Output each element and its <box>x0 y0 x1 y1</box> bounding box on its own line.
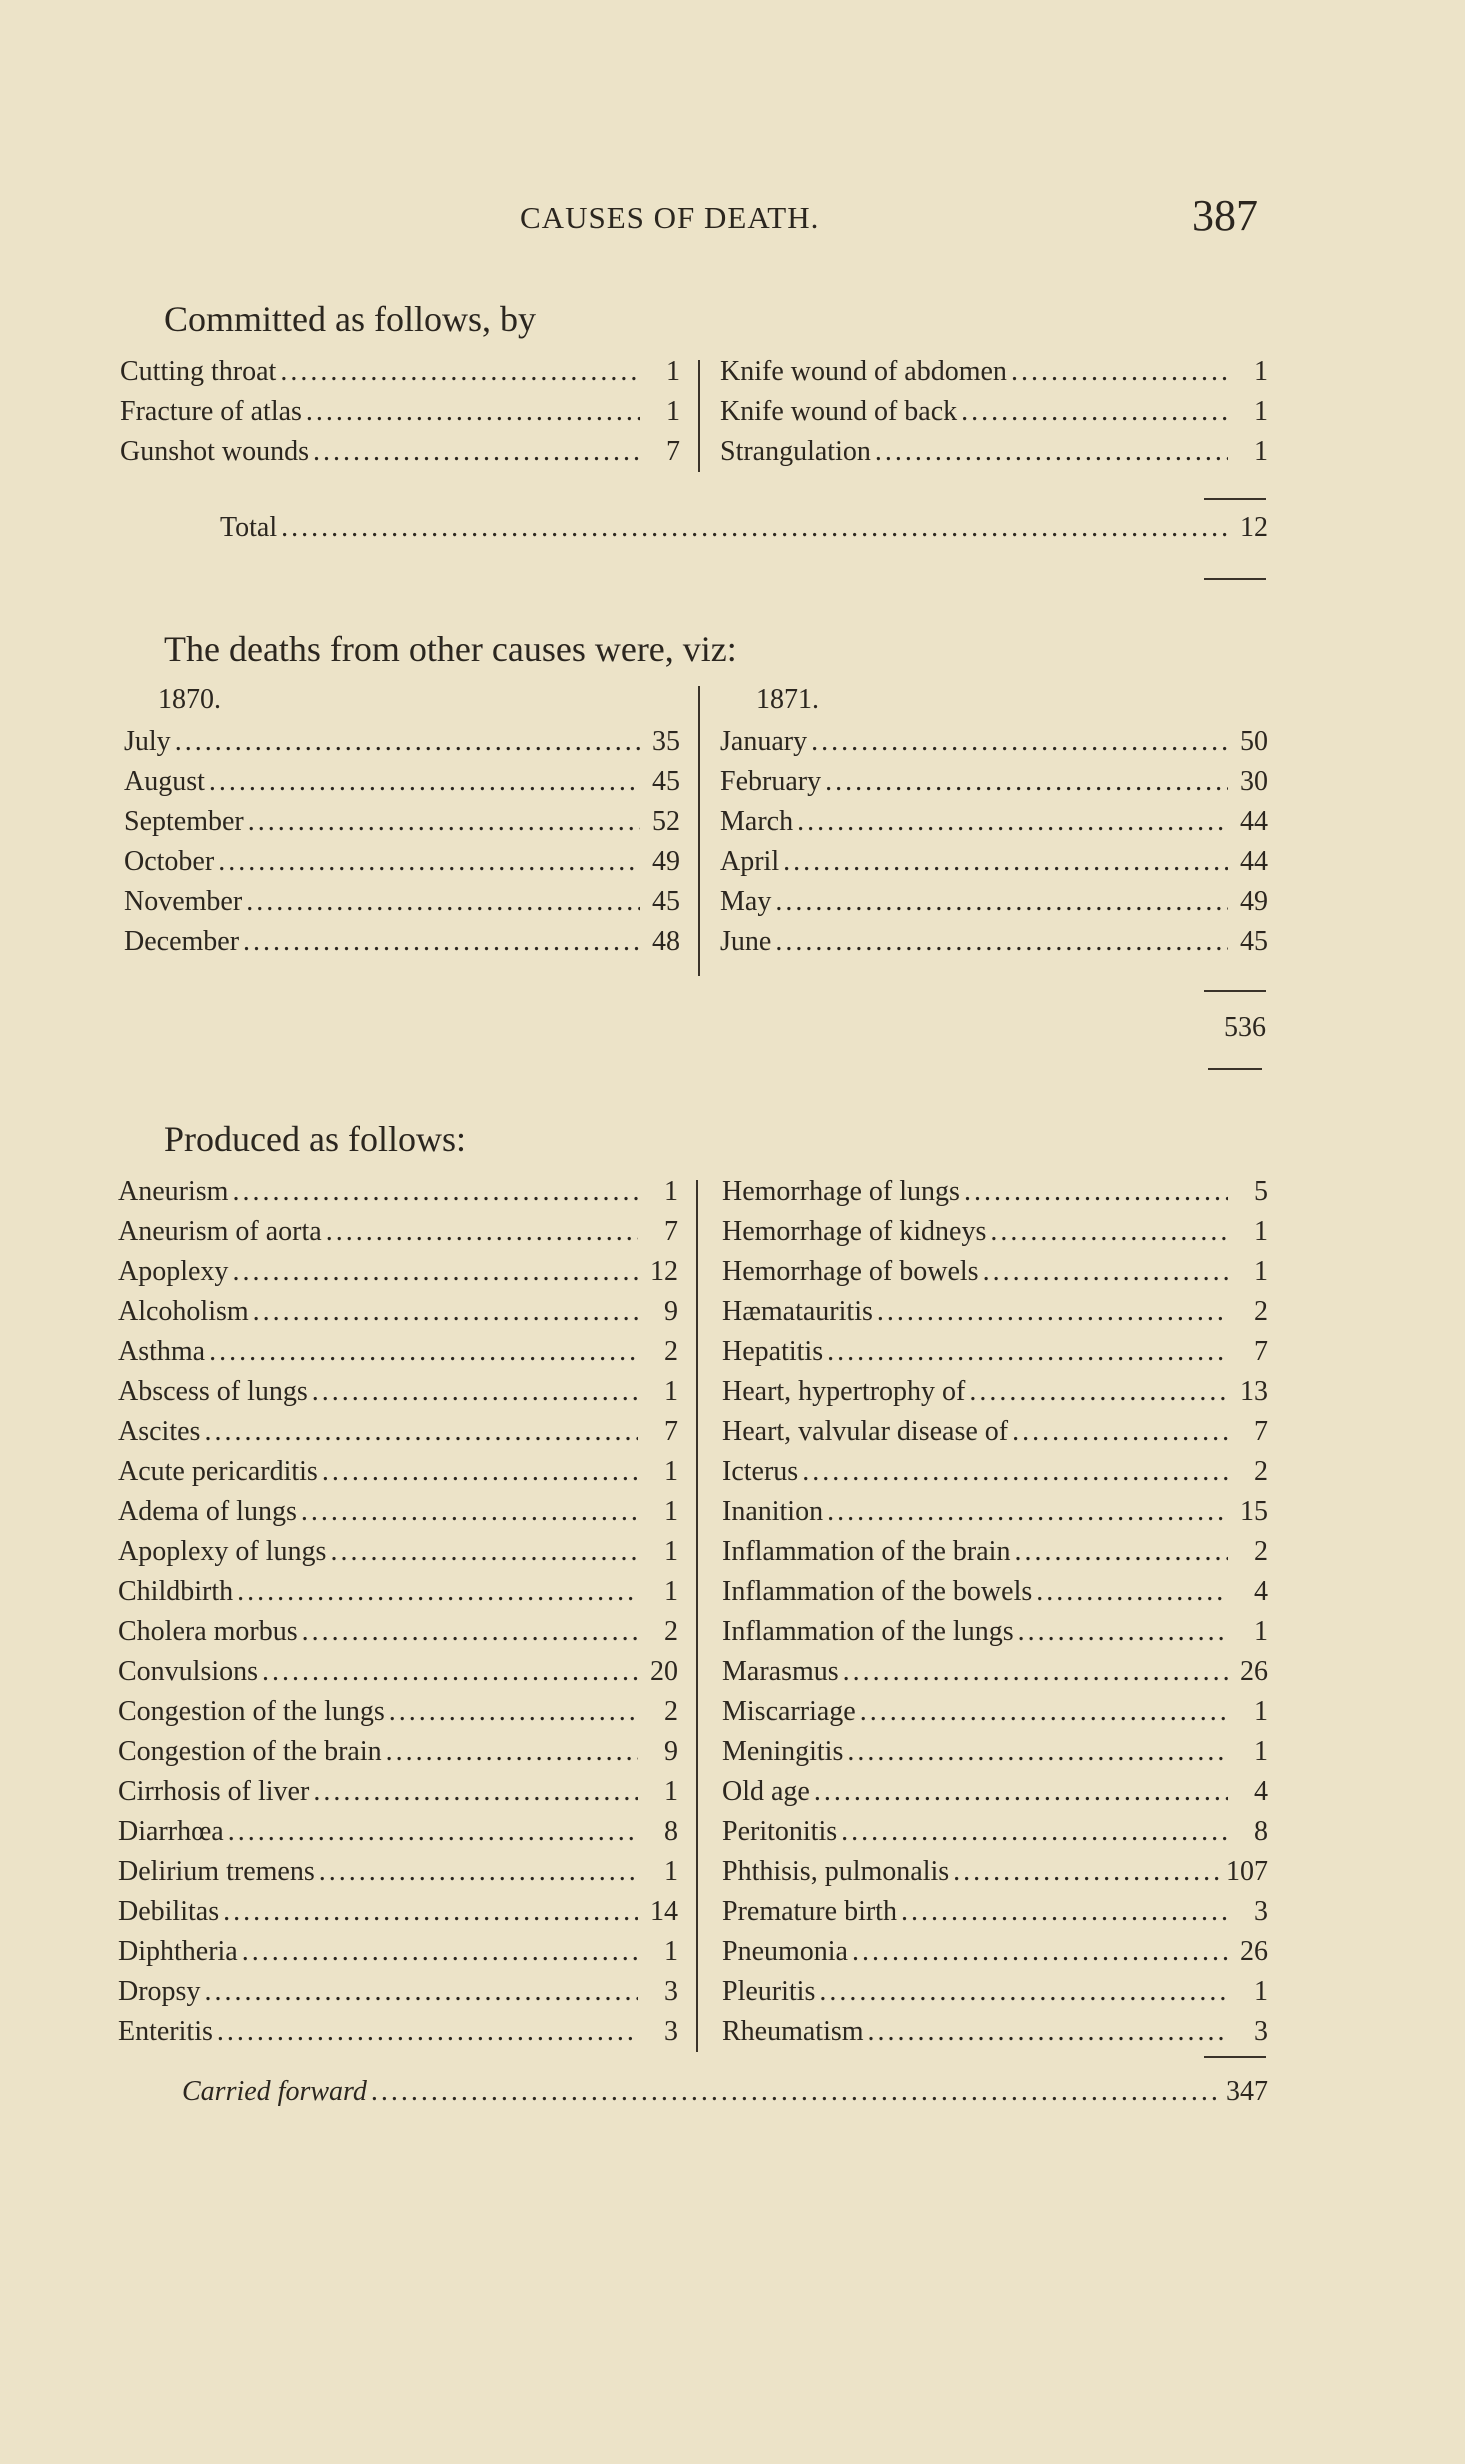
row-value: 1 <box>664 1776 678 1807</box>
row-value: 2 <box>664 1696 678 1727</box>
row-label: Congestion of the brain <box>118 1736 382 1767</box>
row-label: Heart, valvular disease of <box>722 1416 1009 1447</box>
sum-rule-top <box>1204 990 1266 992</box>
months-1871-column <box>720 726 1268 966</box>
table-row <box>722 1656 1268 1696</box>
row-label: Icterus <box>722 1456 799 1487</box>
table-row <box>118 1416 678 1456</box>
table-row <box>118 1216 678 1256</box>
row-label: Hemorrhage of kidneys <box>722 1216 987 1247</box>
leader-dots <box>313 436 640 468</box>
row-value: 9 <box>664 1736 678 1767</box>
table-row <box>722 1976 1268 2016</box>
leader-dots <box>827 1336 1228 1368</box>
row-label: Congestion of the lungs <box>118 1696 385 1727</box>
table-row <box>722 1256 1268 1296</box>
leader-dots <box>306 396 640 428</box>
table-row <box>722 1736 1268 1776</box>
table-row <box>720 356 1268 396</box>
row-value: 26 <box>1240 1656 1268 1687</box>
table-row <box>722 1936 1268 1976</box>
committed-right-column <box>720 356 1268 476</box>
table-row <box>120 396 680 436</box>
leader-dots <box>204 1416 638 1448</box>
row-value: 7 <box>664 1416 678 1447</box>
table-row <box>118 1296 678 1336</box>
table-row <box>722 1576 1268 1616</box>
table-row <box>118 1856 678 1896</box>
row-value: 1 <box>664 1856 678 1887</box>
leader-dots <box>775 926 1228 958</box>
carried-forward-row <box>182 2076 1268 2116</box>
leader-dots <box>875 436 1228 468</box>
produced-left-column <box>118 1176 678 2056</box>
row-value: 45 <box>652 766 680 797</box>
carried-forward-label: Carried forward <box>182 2076 367 2107</box>
leader-dots <box>1014 1536 1228 1568</box>
leader-dots <box>827 1496 1228 1528</box>
table-row <box>120 436 680 476</box>
row-value: 1 <box>664 1456 678 1487</box>
leader-dots <box>868 2016 1228 2048</box>
table-row <box>722 1296 1268 1336</box>
row-label: Apoplexy <box>118 1256 229 1287</box>
leader-dots <box>1018 1616 1228 1648</box>
row-value: 7 <box>1254 1336 1268 1367</box>
table-row <box>722 1216 1268 1256</box>
row-value: 2 <box>1254 1456 1268 1487</box>
table-row <box>722 2016 1268 2056</box>
leader-dots <box>825 766 1228 798</box>
table-row <box>722 1896 1268 1936</box>
row-label: Strangulation <box>720 436 871 467</box>
row-value: 2 <box>664 1336 678 1367</box>
row-label: Rheumatism <box>722 2016 864 2047</box>
row-value: 7 <box>1254 1416 1268 1447</box>
row-label: Abscess of lungs <box>118 1376 308 1407</box>
table-row <box>118 1456 678 1496</box>
table-row <box>722 1176 1268 1216</box>
table-row <box>118 1496 678 1536</box>
row-label: Hæmatauritis <box>722 1296 873 1327</box>
table-row <box>118 1576 678 1616</box>
row-label: January <box>720 726 808 757</box>
leader-dots <box>961 396 1228 428</box>
row-label: Premature birth <box>722 1896 897 1927</box>
row-label: December <box>124 926 240 957</box>
table-row <box>124 926 680 966</box>
table-row <box>118 1656 678 1696</box>
table-row <box>120 356 680 396</box>
carried-rule <box>1204 2056 1266 2058</box>
table-row <box>720 396 1268 436</box>
total-row <box>220 512 1268 552</box>
table-row <box>124 726 680 766</box>
row-value: 1 <box>1254 396 1268 427</box>
row-value: 1 <box>1254 1256 1268 1287</box>
row-label: Phthisis, pulmonalis <box>722 1856 950 1887</box>
row-value: 52 <box>652 806 680 837</box>
row-value: 1 <box>664 1936 678 1967</box>
row-value: 1 <box>1254 356 1268 387</box>
table-row <box>118 1696 678 1736</box>
row-value: 45 <box>652 886 680 917</box>
committed-left-column <box>120 356 680 476</box>
table-row <box>118 1776 678 1816</box>
table-row <box>124 886 680 926</box>
leader-dots <box>232 1176 638 1208</box>
leader-dots <box>218 846 640 878</box>
page-number: 387 <box>1192 191 1258 240</box>
table-row <box>722 1776 1268 1816</box>
row-label: Diarrhœa <box>118 1816 224 1847</box>
row-label: Peritonitis <box>722 1816 838 1847</box>
table-row <box>124 766 680 806</box>
leader-dots <box>237 1576 638 1608</box>
row-label: April <box>720 846 780 877</box>
row-value: 1 <box>1254 436 1268 467</box>
row-label: August <box>124 766 205 797</box>
row-label: November <box>124 886 243 917</box>
row-value: 35 <box>652 726 680 757</box>
leader-dots <box>775 886 1228 918</box>
row-label: Delirium tremens <box>118 1856 315 1887</box>
total-value: 12 <box>1240 512 1268 543</box>
leader-dots <box>232 1256 638 1288</box>
row-label: Hemorrhage of bowels <box>722 1256 979 1287</box>
row-value: 7 <box>666 436 680 467</box>
row-label: Cutting throat <box>120 356 277 387</box>
leader-dots <box>243 926 640 958</box>
row-value: 3 <box>664 1976 678 2007</box>
leader-dots <box>990 1216 1228 1248</box>
table-row <box>118 1256 678 1296</box>
table-row <box>118 1736 678 1776</box>
row-value: 5 <box>1254 1176 1268 1207</box>
row-value: 107 <box>1226 1856 1268 1887</box>
column-divider <box>698 360 700 472</box>
row-label: Fracture of atlas <box>120 396 302 427</box>
row-label: Aneurism of aorta <box>118 1216 322 1247</box>
row-value: 1 <box>664 1376 678 1407</box>
table-row <box>722 1456 1268 1496</box>
table-row <box>722 1336 1268 1376</box>
row-label: Aneurism <box>118 1176 229 1207</box>
total-rule-bottom <box>1204 578 1266 580</box>
row-value: 20 <box>650 1656 678 1687</box>
row-value: 49 <box>1240 886 1268 917</box>
leader-dots <box>819 1976 1228 2008</box>
row-value: 2 <box>1254 1536 1268 1567</box>
months-total: 536 <box>1224 1012 1266 1043</box>
leader-dots <box>877 1296 1228 1328</box>
row-label: Cirrhosis of liver <box>118 1776 310 1807</box>
row-label: Debilitas <box>118 1896 220 1927</box>
leader-dots <box>386 1736 638 1768</box>
table-row <box>118 1616 678 1656</box>
leader-dots <box>253 1296 638 1328</box>
leader-dots <box>330 1536 638 1568</box>
table-row <box>722 1496 1268 1536</box>
row-value: 1 <box>666 396 680 427</box>
row-value: 9 <box>664 1296 678 1327</box>
leader-dots <box>281 512 1228 544</box>
leader-dots <box>841 1816 1228 1848</box>
row-value: 48 <box>652 926 680 957</box>
row-label: June <box>720 926 772 957</box>
carried-forward <box>182 2076 1268 2116</box>
row-value: 50 <box>1240 726 1268 757</box>
table-row <box>720 846 1268 886</box>
year-1870: 1870. <box>158 684 221 715</box>
leader-dots <box>204 1976 638 2008</box>
row-label: Adema of lungs <box>118 1496 297 1527</box>
carried-forward-value: 347 <box>1226 2076 1268 2107</box>
row-value: 44 <box>1240 846 1268 877</box>
row-label: Knife wound of back <box>720 396 958 427</box>
table-row <box>722 1856 1268 1896</box>
leader-dots <box>280 356 640 388</box>
row-value: 4 <box>1254 1776 1268 1807</box>
produced-heading: Produced as follows: <box>164 1119 466 1159</box>
row-value: 1 <box>1254 1976 1268 2007</box>
leader-dots <box>313 1776 638 1808</box>
leader-dots <box>964 1176 1228 1208</box>
table-row <box>118 1176 678 1216</box>
table-row <box>118 1536 678 1576</box>
leader-dots <box>326 1216 638 1248</box>
row-value: 45 <box>1240 926 1268 957</box>
row-label: Childbirth <box>118 1576 234 1607</box>
leader-dots <box>843 1656 1228 1688</box>
leader-dots <box>389 1696 638 1728</box>
row-value: 1 <box>1254 1736 1268 1767</box>
row-label: Knife wound of abdomen <box>720 356 1007 387</box>
row-value: 1 <box>1254 1216 1268 1247</box>
table-row <box>118 1336 678 1376</box>
total-label: Total <box>220 512 278 543</box>
leader-dots <box>217 2016 638 2048</box>
row-label: Hemorrhage of lungs <box>722 1176 960 1207</box>
row-value: 1 <box>1254 1696 1268 1727</box>
row-value: 1 <box>664 1536 678 1567</box>
table-row <box>118 1976 678 2016</box>
row-label: Pleuritis <box>722 1976 816 2007</box>
row-label: Inflammation of the lungs <box>722 1616 1014 1647</box>
row-value: 2 <box>1254 1296 1268 1327</box>
leader-dots <box>228 1816 638 1848</box>
row-label: Miscarriage <box>722 1696 856 1727</box>
leader-dots <box>209 1336 638 1368</box>
row-value: 2 <box>664 1616 678 1647</box>
year-1871: 1871. <box>756 684 819 715</box>
table-row <box>722 1816 1268 1856</box>
table-row <box>722 1696 1268 1736</box>
table-row <box>118 1816 678 1856</box>
row-label: March <box>720 806 794 837</box>
table-row <box>722 1376 1268 1416</box>
table-row <box>720 926 1268 966</box>
row-value: 3 <box>664 2016 678 2047</box>
row-label: Enteritis <box>118 2016 213 2047</box>
row-value: 8 <box>1254 1816 1268 1847</box>
other-causes-heading: The deaths from other causes were, viz: <box>164 629 737 669</box>
table-row <box>720 436 1268 476</box>
leader-dots <box>1012 1416 1228 1448</box>
row-value: 1 <box>664 1176 678 1207</box>
leader-dots <box>246 886 640 918</box>
row-label: Cholera morbus <box>118 1616 298 1647</box>
table-row <box>720 806 1268 846</box>
row-label: Pneumonia <box>722 1936 848 1967</box>
row-label: Ascites <box>118 1416 201 1447</box>
row-label: Meningitis <box>722 1736 844 1767</box>
row-value: 3 <box>1254 1896 1268 1927</box>
table-row <box>722 1416 1268 1456</box>
leader-dots <box>322 1456 638 1488</box>
row-label: Alcoholism <box>118 1296 249 1327</box>
row-value: 44 <box>1240 806 1268 837</box>
leader-dots <box>783 846 1228 878</box>
row-label: October <box>124 846 215 877</box>
row-value: 7 <box>664 1216 678 1247</box>
leader-dots <box>983 1256 1228 1288</box>
leader-dots <box>802 1456 1228 1488</box>
row-label: Inanition <box>722 1496 824 1527</box>
row-label: Dropsy <box>118 1976 201 2007</box>
leader-dots <box>312 1376 638 1408</box>
row-value: 14 <box>650 1896 678 1927</box>
row-value: 12 <box>650 1256 678 1287</box>
table-row <box>124 806 680 846</box>
row-label: May <box>720 886 772 917</box>
leader-dots <box>969 1376 1228 1408</box>
leader-dots <box>901 1896 1228 1928</box>
leader-dots <box>175 726 640 758</box>
table-row <box>124 846 680 886</box>
row-value: 1 <box>664 1496 678 1527</box>
row-value: 3 <box>1254 2016 1268 2047</box>
leader-dots <box>371 2076 1220 2108</box>
row-label: Old age <box>722 1776 810 1807</box>
table-row <box>720 886 1268 926</box>
leader-dots <box>852 1936 1228 1968</box>
row-value: 8 <box>664 1816 678 1847</box>
column-divider <box>698 686 700 976</box>
leader-dots <box>262 1656 638 1688</box>
table-row <box>118 1376 678 1416</box>
row-label: Inflammation of the brain <box>722 1536 1011 1567</box>
row-label: Heart, hypertrophy of <box>722 1376 966 1407</box>
row-label: Apoplexy of lungs <box>118 1536 327 1567</box>
row-value: 26 <box>1240 1936 1268 1967</box>
total-rule-top <box>1204 498 1266 500</box>
leader-dots <box>1011 356 1228 388</box>
row-label: Hepatitis <box>722 1336 824 1367</box>
row-label: Gunshot wounds <box>120 436 310 467</box>
row-value: 15 <box>1240 1496 1268 1527</box>
row-value: 49 <box>652 846 680 877</box>
table-row <box>722 1616 1268 1656</box>
leader-dots <box>302 1616 638 1648</box>
row-value: 1 <box>664 1576 678 1607</box>
row-value: 30 <box>1240 766 1268 797</box>
row-value: 1 <box>666 356 680 387</box>
table-row <box>118 1896 678 1936</box>
leader-dots <box>814 1776 1228 1808</box>
row-label: Marasmus <box>722 1656 839 1687</box>
leader-dots <box>953 1856 1220 1888</box>
leader-dots <box>1036 1576 1228 1608</box>
running-header: CAUSES OF DEATH. <box>520 200 820 235</box>
row-label: Diphtheria <box>118 1936 238 1967</box>
column-divider <box>696 1180 698 2052</box>
leader-dots <box>811 726 1228 758</box>
row-label: July <box>124 726 171 757</box>
sum-rule-bottom <box>1208 1068 1262 1070</box>
leader-dots <box>860 1696 1228 1728</box>
leader-dots <box>242 1936 638 1968</box>
produced-right-column <box>722 1176 1268 2056</box>
leader-dots <box>301 1496 638 1528</box>
table-row <box>118 2016 678 2056</box>
row-label: Inflammation of the bowels <box>722 1576 1033 1607</box>
row-value: 1 <box>1254 1616 1268 1647</box>
leader-dots <box>223 1896 638 1928</box>
table-row <box>118 1936 678 1976</box>
leader-dots <box>847 1736 1228 1768</box>
table-row <box>722 1536 1268 1576</box>
row-value: 13 <box>1240 1376 1268 1407</box>
leader-dots <box>248 806 640 838</box>
committed-total <box>220 512 1268 552</box>
committed-heading: Committed as follows, by <box>164 299 536 339</box>
row-label: September <box>124 806 244 837</box>
months-1870-column <box>124 726 680 966</box>
row-label: Convulsions <box>118 1656 259 1687</box>
table-row <box>720 766 1268 806</box>
table-row <box>720 726 1268 766</box>
row-label: Asthma <box>118 1336 206 1367</box>
row-label: February <box>720 766 822 797</box>
leader-dots <box>319 1856 638 1888</box>
leader-dots <box>797 806 1228 838</box>
leader-dots <box>209 766 640 798</box>
row-value: 4 <box>1254 1576 1268 1607</box>
row-label: Acute pericarditis <box>118 1456 318 1487</box>
